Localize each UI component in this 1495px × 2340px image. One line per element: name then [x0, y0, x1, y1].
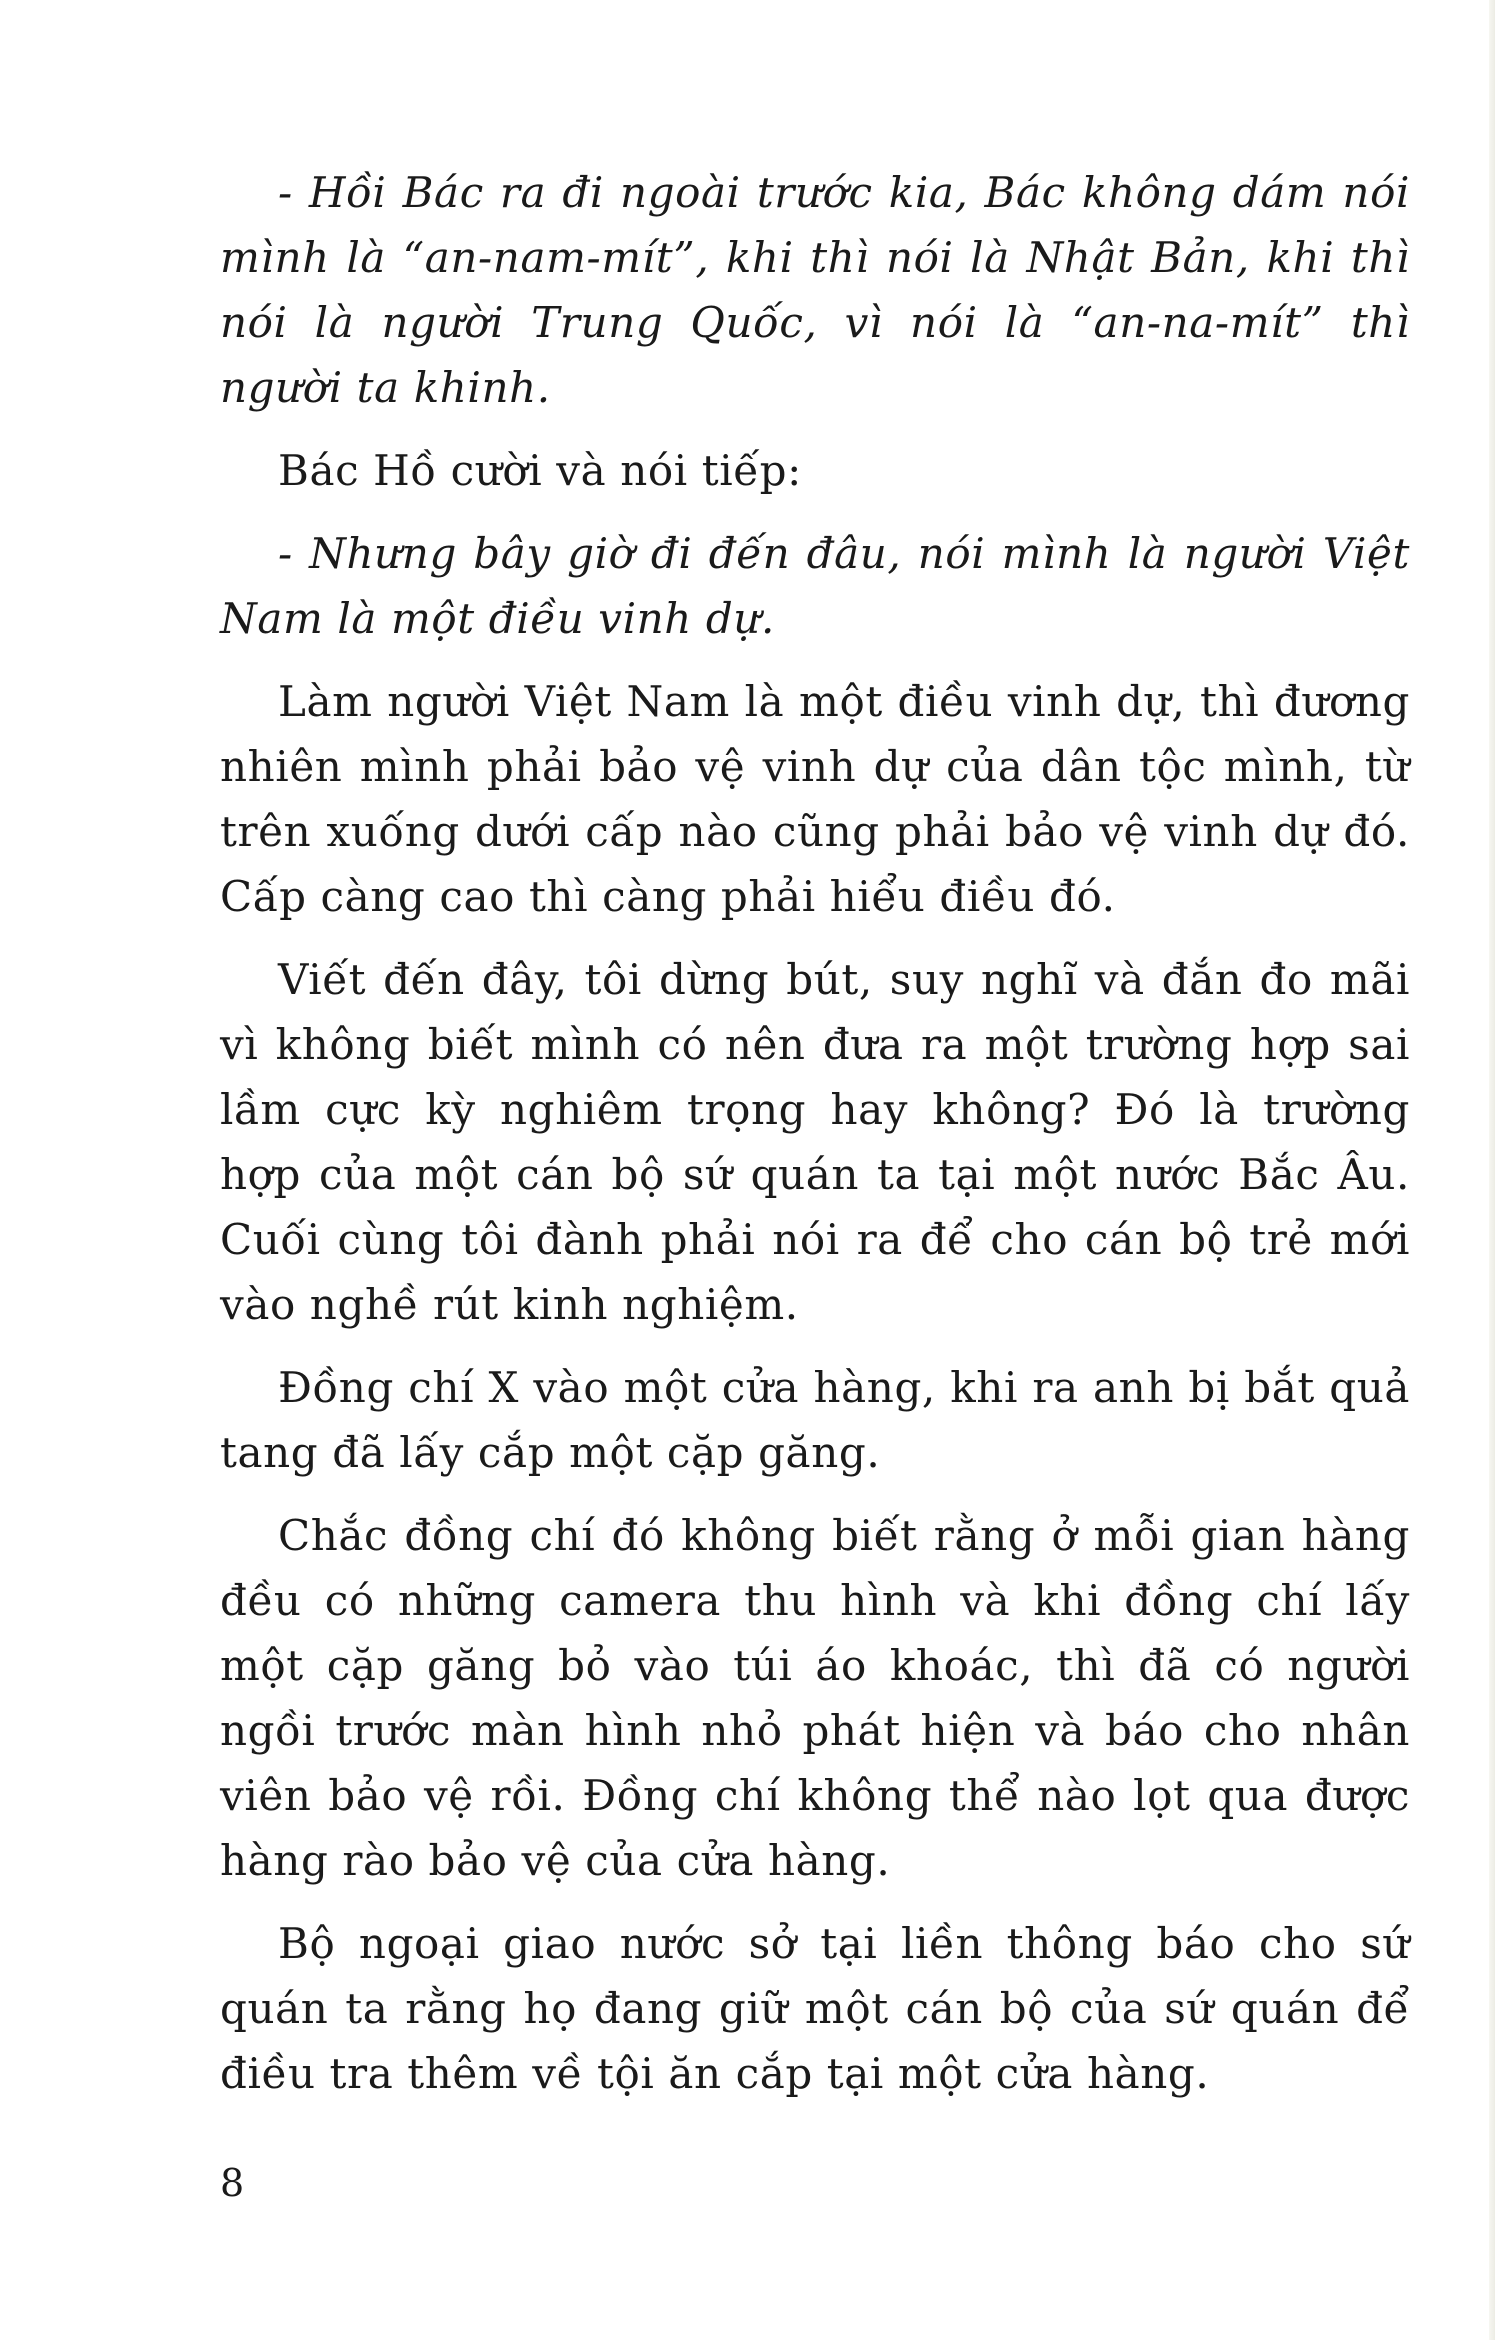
page-number: 8	[220, 2161, 245, 2205]
paragraph-2: Bác Hồ cười và nói tiếp:	[278, 446, 802, 495]
paragraph-6: Đồng chí X vào một cửa hàng, khi ra anh bị bắt quả tang đã lấy cắp một cặp găng.	[220, 1363, 1410, 1477]
body-text	[220, 160, 1410, 2124]
page-edge-shadow	[1489, 0, 1495, 2340]
paragraph-1: - Hồi Bác ra đi ngoài trước kia, Bác không dám nói mình là “an-nam-mít”, khi thì nói là Nhật Bản, khi thì nói là người Trung Quốc, vì nói là “an-na-mít” thì người ta khinh.	[220, 168, 1410, 412]
paragraph-5: Viết đến đây, tôi dừng bút, suy nghĩ và đắn đo mãi vì không biết mình có nên đưa ra một trường hợp sai lầm cực kỳ nghiêm trọng hay không? Đó là trường hợp của một cán bộ sứ quán ta tại một nước Bắc Âu. Cuối cùng tôi đành phải nói ra để cho cán bộ trẻ mới vào nghề rút kinh nghiệm.	[220, 955, 1410, 1329]
paragraph-7: Chắc đồng chí đó không biết rằng ở mỗi gian hàng đều có những camera thu hình và khi đồng chí lấy một cặp găng bỏ vào túi áo khoác, thì đã có người ngồi trước màn hình nhỏ phát hiện và báo cho nhân viên bảo vệ rồi. Đồng chí không thể nào lọt qua được hàng rào bảo vệ của cửa hàng.	[220, 1511, 1410, 1885]
paragraph-4: Làm người Việt Nam là một điều vinh dự, thì đương nhiên mình phải bảo vệ vinh dự của dân tộc mình, từ trên xuống dưới cấp nào cũng phải bảo vệ vinh dự đó. Cấp càng cao thì càng phải hiểu điều đó.	[220, 677, 1410, 921]
paragraph-3: - Nhưng bây giờ đi đến đâu, nói mình là người Việt Nam là một điều vinh dự.	[220, 529, 1410, 643]
paragraph-8: Bộ ngoại giao nước sở tại liền thông báo cho sứ quán ta rằng họ đang giữ một cán bộ của sứ quán để điều tra thêm về tội ăn cắp tại một cửa hàng.	[220, 1919, 1410, 2098]
